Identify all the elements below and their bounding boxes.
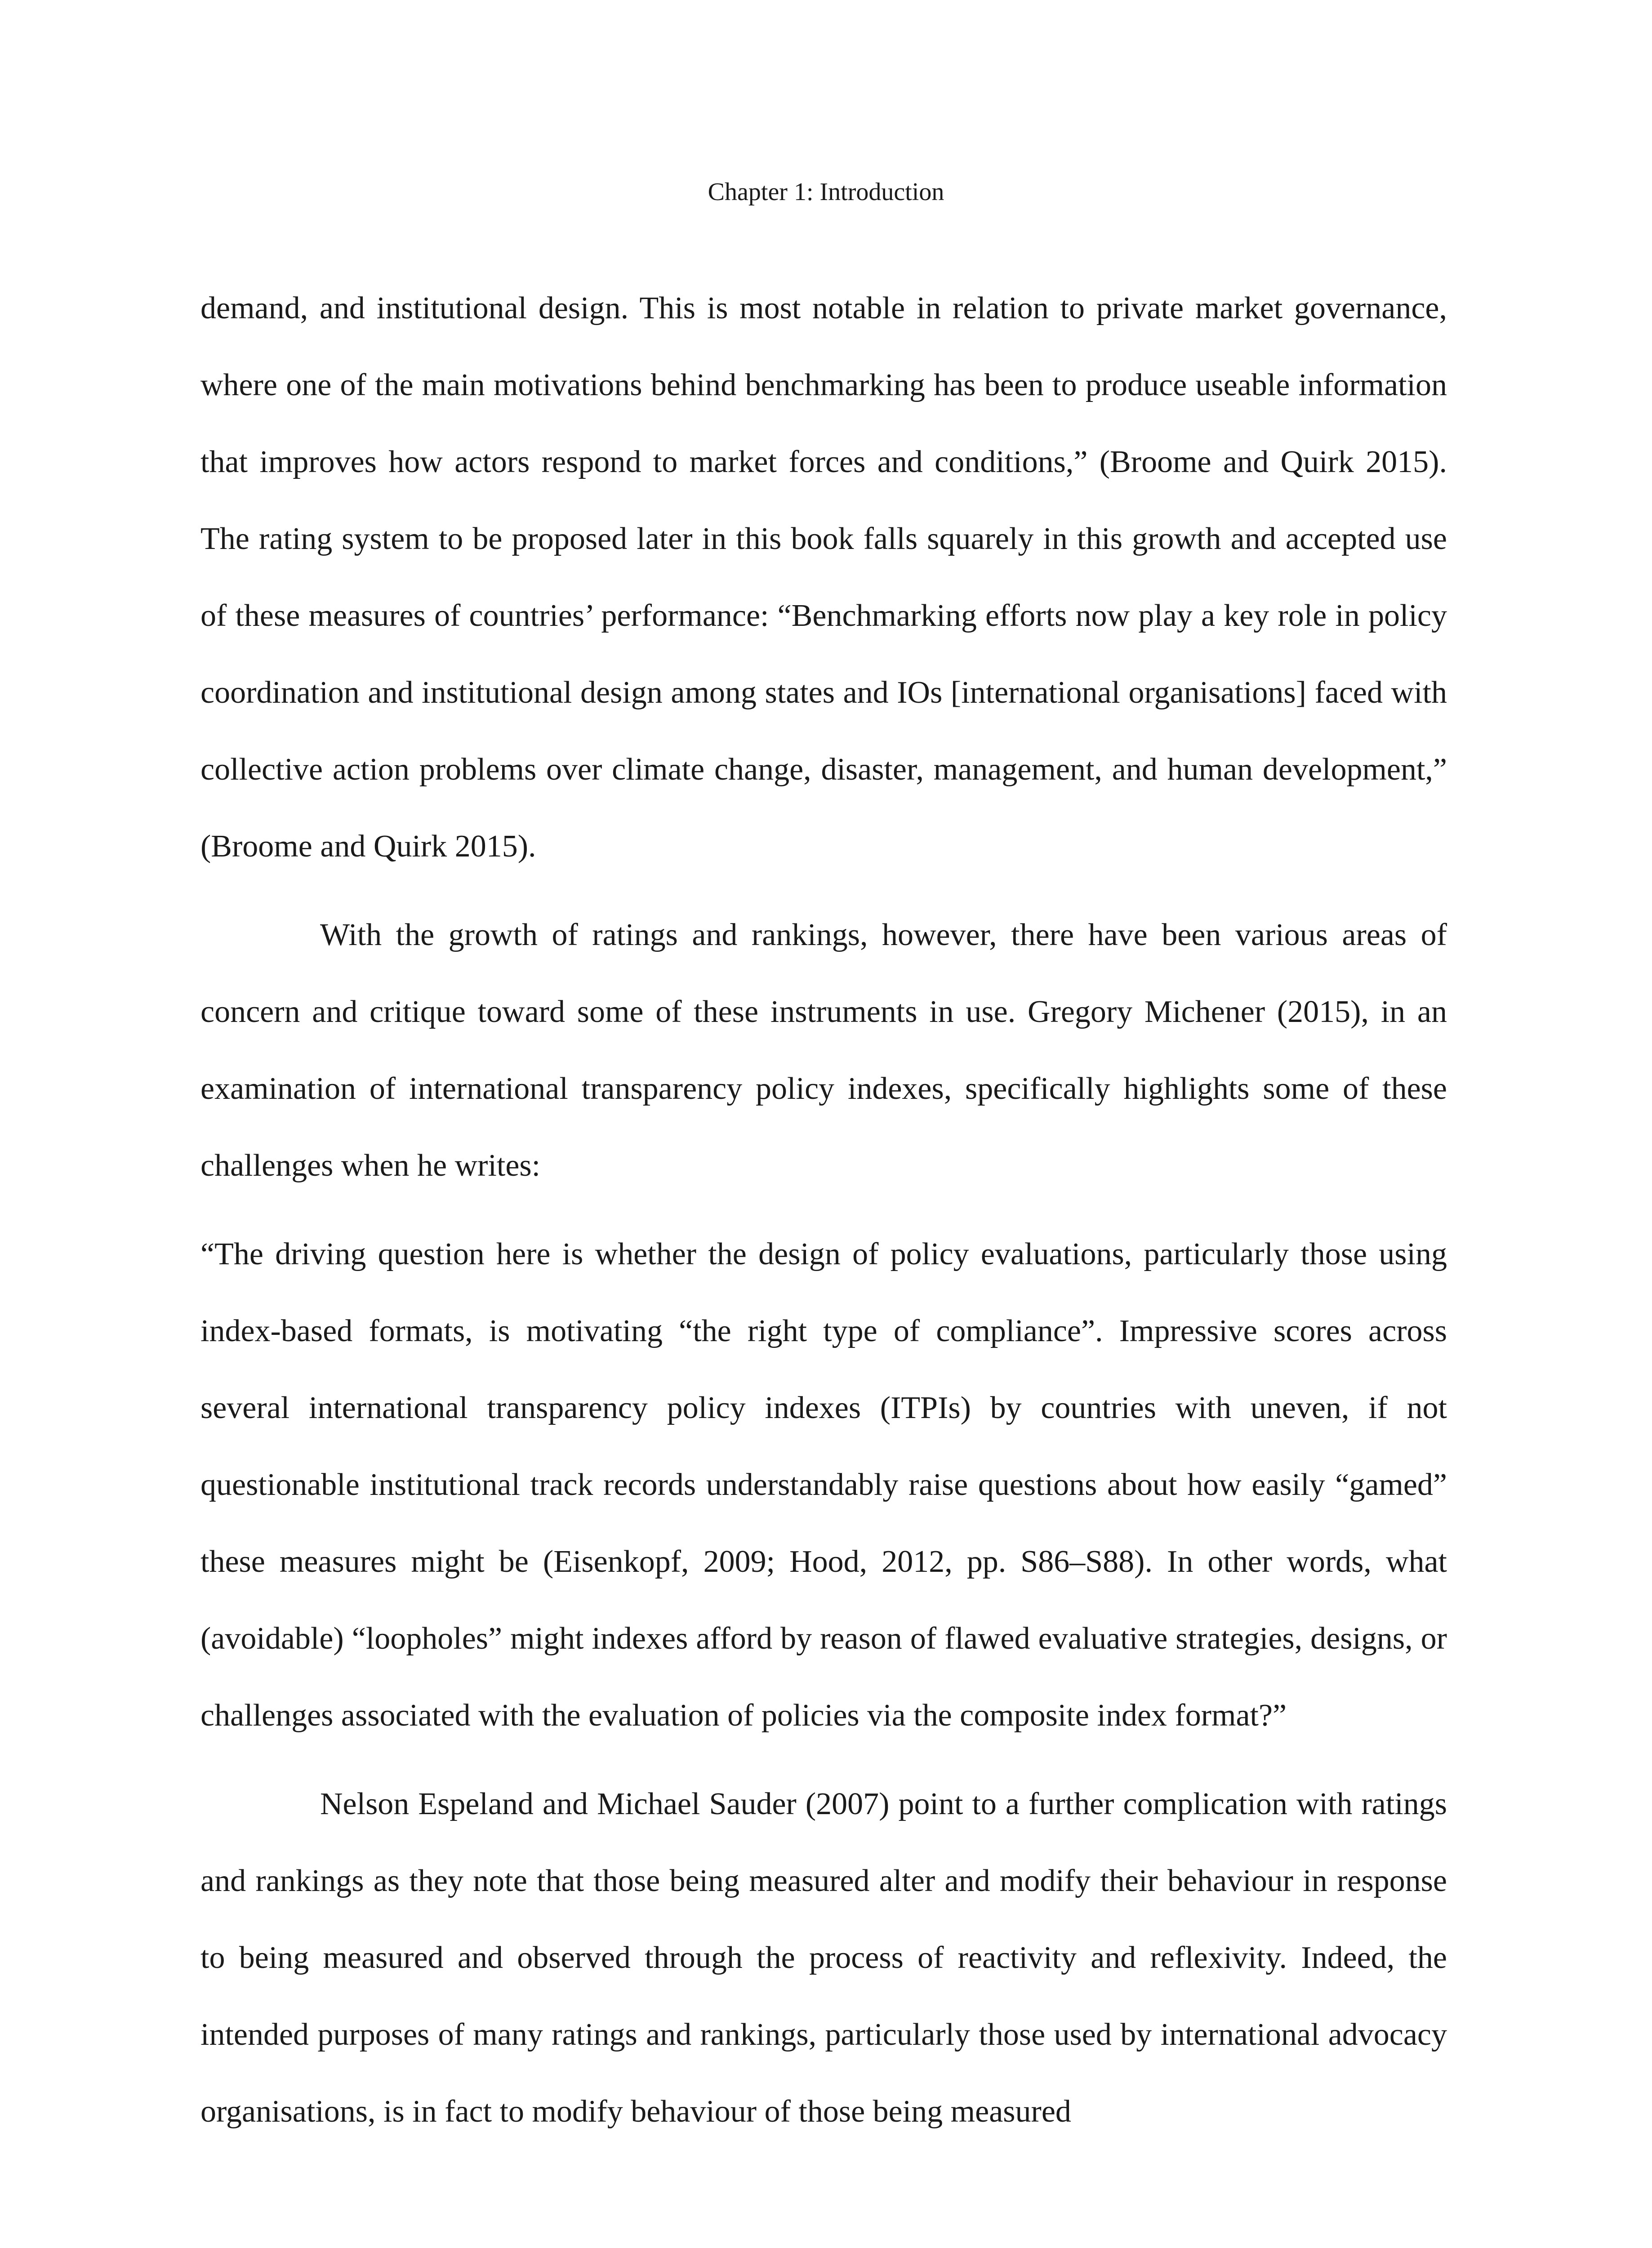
body-text <box>200 270 1447 2150</box>
block-quote-michener: “The driving question here is whether the design of policy evaluations, particularly those using index-based formats, is motivating “the right type of compliance”. Impressive scores across several international transparency policy indexes (ITPIs) by countries with uneven, if not questionable institutional track records understandably raise questions about how easily “gamed” these measures might be (Eisenkopf, 2009; Hood, 2012, pp. S86–S88). In other words, what (avoidable) “loopholes” might indexes afford by reason of flawed evaluative strategies, designs, or challenges associated with the evaluation of policies via the composite index format?” <box>200 1237 1447 1733</box>
paragraph-ratings-critique: With the growth of ratings and rankings, however, there have been various areas of concern and critique toward some of these instruments in use. Gregory Michener (2015), in an examination of international transparency policy indexes, specifically highlights some of these challenges when he writes: <box>200 918 1447 1183</box>
paragraph-continuation: demand, and institutional design. This is most notable in relation to private market governance, where one of the main motivations behind benchmarking has been to produce useable information that improves how actors respond to market forces and conditions,” (Broome and Quirk 2015). The rating system to be proposed later in this book falls squarely in this growth and accepted use of these measures of countries’ performance: “Benchmarking efforts now play a key role in policy coordination and institutional design among states and IOs [international organisations] faced with collective action problems over climate change, disaster, management, and human development,” (Broome and Quirk 2015). <box>200 291 1447 864</box>
running-header: Chapter 1: Introduction <box>708 178 944 206</box>
paragraph-espeland-sauder: Nelson Espeland and Michael Sauder (2007) point to a further complication with ratings and rankings as they note that those being measured alter and modify their behaviour in response to being measured and observed through the process of reactivity and reflexivity. Indeed, the intended purposes of many ratings and rankings, particularly those used by international advocacy organisations, is in fact to modify behaviour of those being measured <box>200 1787 1447 2129</box>
